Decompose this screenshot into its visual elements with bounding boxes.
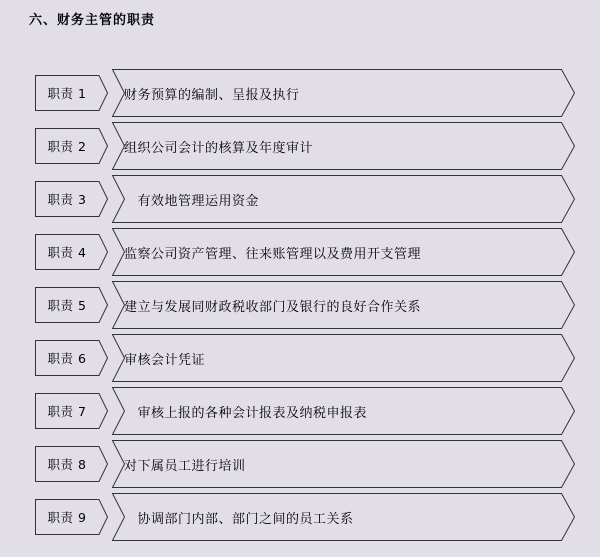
duty-row [35,228,575,276]
duty-content-shape [112,122,575,170]
duty-label-shape [35,181,108,217]
duty-row [35,175,575,223]
duty-text: 审核上报的各种会计报表及纳税申报表 [124,405,368,421]
duty-text: 建立与发展同财政税收部门及银行的良好合作关系 [124,299,422,315]
page-title: 六、财务主管的职责 [29,13,156,28]
duty-label-shape [35,393,108,429]
duty-row [35,387,575,435]
duty-row [35,334,575,382]
duty-row [35,493,575,541]
duty-label: 职责 1 [47,86,87,101]
duty-label-shape [35,446,108,482]
duty-content-shape [112,493,575,541]
duty-label-shape [35,75,108,111]
duty-text: 组织公司会计的核算及年度审计 [124,140,314,156]
duty-content-shape [112,387,575,435]
duty-row [35,440,575,488]
duty-text: 监察公司资产管理、往来账管理以及费用开支管理 [124,246,422,262]
duty-content-shape [112,175,575,223]
duty-label: 职责 9 [47,510,87,525]
duty-content-shape [112,440,575,488]
duty-row [35,69,575,117]
duty-label: 职责 6 [47,351,87,366]
duty-content-shape [112,334,575,382]
duty-label: 职责 8 [47,457,87,472]
duty-content-shape [112,69,575,117]
duty-text: 审核会计凭证 [124,352,206,368]
duty-label: 职责 5 [47,298,87,313]
duty-text: 协调部门内部、部门之间的员工关系 [124,511,354,527]
duty-text: 对下属员工进行培训 [124,458,246,474]
duty-label: 职责 4 [47,245,87,260]
duty-label: 职责 3 [47,192,87,207]
duty-list [35,69,575,546]
duty-label-shape [35,287,108,323]
duty-label: 职责 7 [47,404,87,419]
duty-row [35,122,575,170]
duty-text: 有效地管理运用资金 [124,193,260,209]
duty-label-shape [35,128,108,164]
duty-text: 财务预算的编制、呈报及执行 [124,87,300,103]
duty-label: 职责 2 [47,139,87,154]
duty-content-shape [112,228,575,276]
duty-label-shape [35,499,108,535]
duty-content-shape [112,281,575,329]
duty-label-shape [35,340,108,376]
duty-row [35,281,575,329]
duty-label-shape [35,234,108,270]
